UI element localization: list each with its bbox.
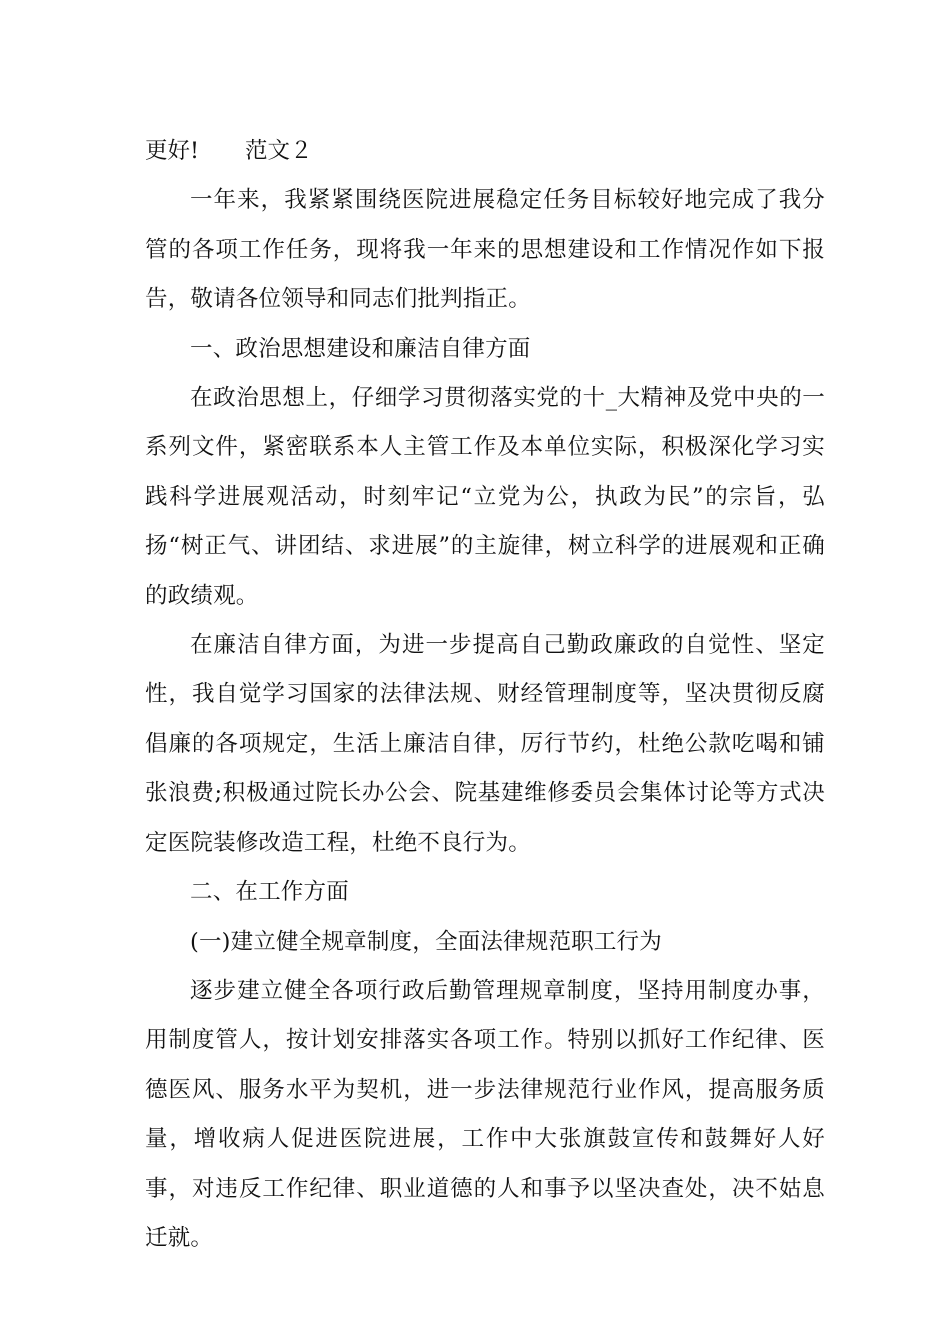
heading-political: 一、政治思想建设和廉洁自律方面 <box>190 335 531 362</box>
subheading-rules: (一)建立健全规章制度，全面法律规范职工行为 <box>190 928 662 955</box>
heading-work: 二、在工作方面 <box>190 879 349 906</box>
intro-paragraph: 一年来，我紧紧围绕医院进展稳定任务目标较好地完成了我分管的各项工作任务，现将我一年来的思想建设和工作情况作如下报告，敬请各位领导和同志们批判指正。 <box>145 187 825 313</box>
rules-paragraph: 逐步建立健全各项行政后勤管理规章制度，坚持用制度办事，用制度管人，按计划安排落实各项工作。特别以抓好工作纪律、医德医风、服务水平为契机，进一步法律规范行业作风，提高服务质量，增收病人促进医院进展，工作中大张旗鼓宣传和鼓舞好人好事，对违反工作纪律、职业道德的人和事予以坚决查处，决不姑息迁就。 <box>145 977 825 1251</box>
political-paragraph: 在政治思想上，仔细学习贯彻落实党的十_大精神及党中央的一系列文件，紧密联系本人主管工作及本单位实际，积极深化学习实践科学进展观活动，时刻牢记“立党为公，执政为民”的宗旨，弘扬“树正气、讲团结、求进展”的主旋律，树立科学的进展观和正确的政绩观。 <box>145 385 825 609</box>
integrity-paragraph: 在廉洁自律方面，为进一步提高自己勤政廉政的自觉性、坚定性，我自觉学习国家的法律法规、财经管理制度等，坚决贯彻反腐倡廉的各项规定，生活上廉洁自律，厉行节约，杜绝公款吃喝和铺张浪费;积极通过院长办公会、院基建维修委员会集体讨论等方式决定医院装修改造工程，杜绝不良行为。 <box>145 632 825 856</box>
document-body <box>145 127 825 1263</box>
section-title: 范文２ <box>245 138 313 164</box>
previous-text-tail: 更好! <box>145 138 200 164</box>
first-line <box>145 127 825 176</box>
